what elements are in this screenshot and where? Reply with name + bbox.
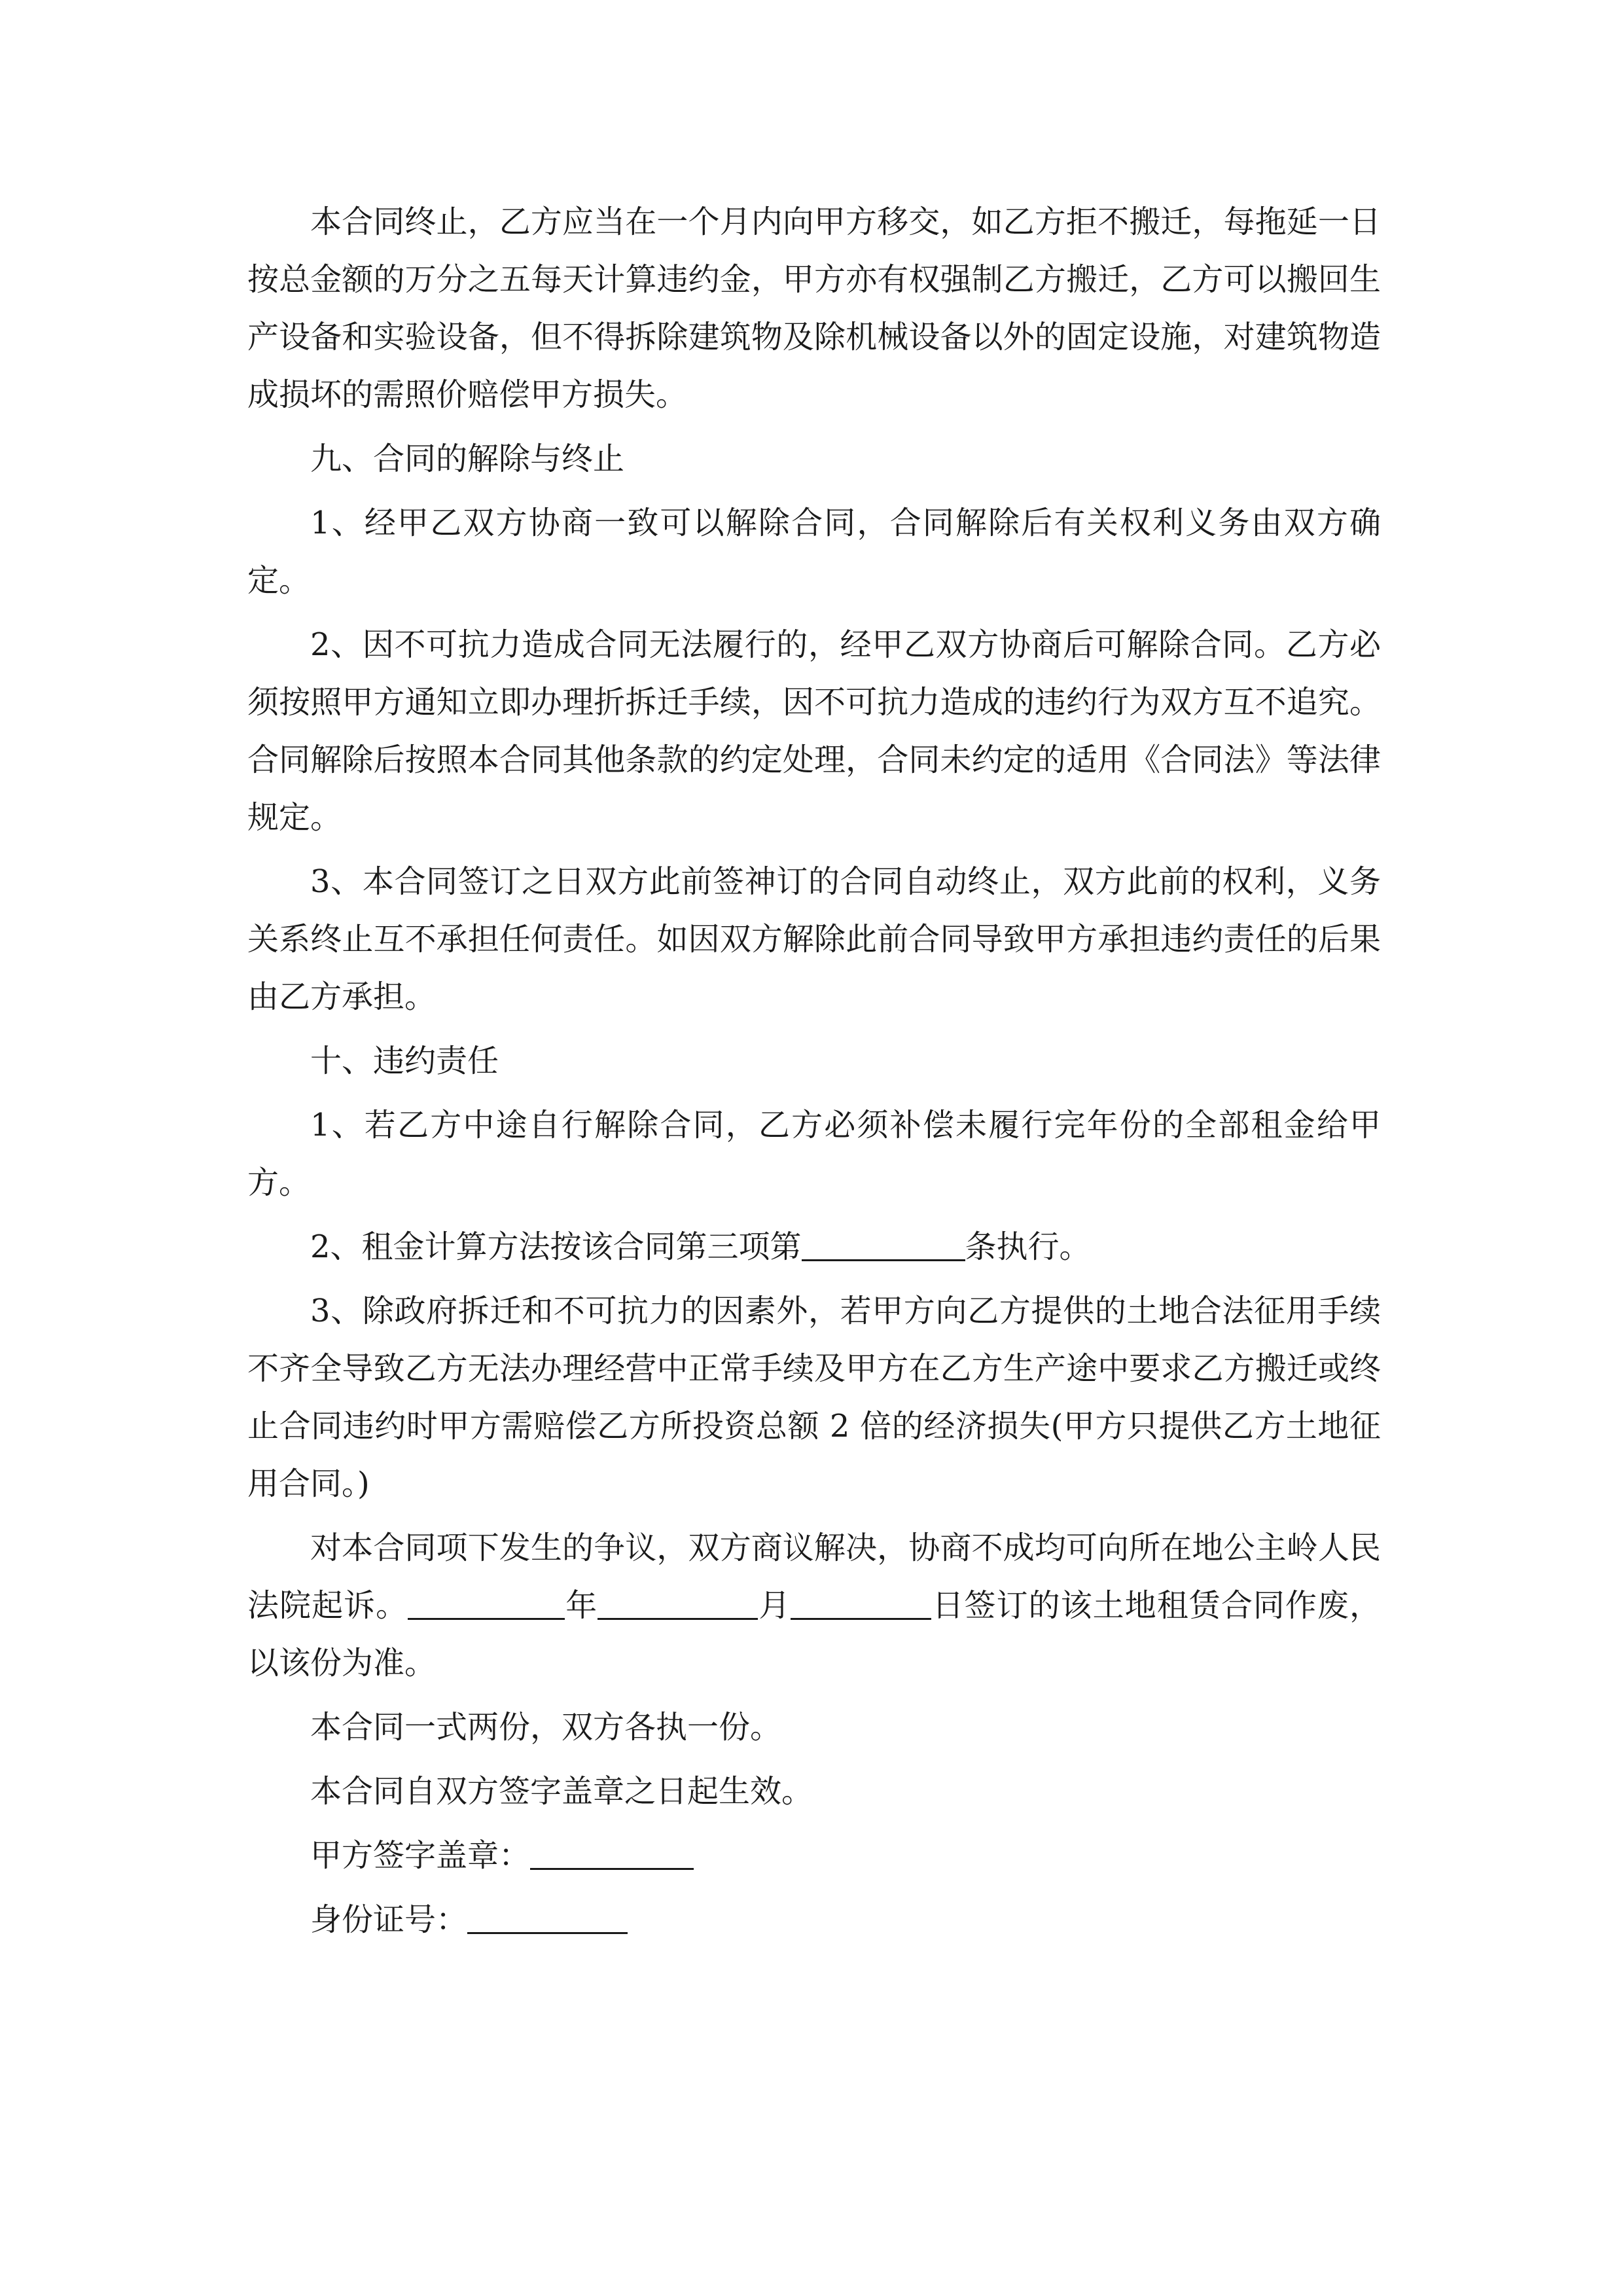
copies-paragraph: 本合同一式两份，双方各执一份。 [310, 1709, 782, 1746]
effective-paragraph: 本合同自双方签字盖章之日起生效。 [310, 1773, 813, 1810]
section-9-clause-2: 2、因不可抗力造成合同无法履行的，经甲乙双方协商后可解除合同。乙方必须按照甲方通知立即办理折拆迁手续，因不可抗力造成的违约行为双方互不追究。合同解除后按照本合同其他条款的约定处理，合同未约定的适用《合同法》等法律规定。 [247, 626, 1381, 836]
section-10-clause-2 [247, 1218, 1381, 1276]
section-10-clause-3: 3、除政府拆迁和不可抗力的因素外，若甲方向乙方提供的土地合法征用手续不齐全导致乙方无法办理经营中正常手续及甲方在乙方生产途中要求乙方搬迁或终止合同违约时甲方需赔偿乙方所投资总额 2 倍的经济损失(甲方只提供乙方土地征用合同。) [247, 1293, 1381, 1502]
section-9-clause-1: 1、经甲乙双方协商一致可以解除合同，合同解除后有关权利义务由双方确定。 [247, 505, 1381, 599]
termination-handover-paragraph: 本合同终止，乙方应当在一个月内向甲方移交，如乙方拒不搬迁，每拖延一日按总金额的万分之五每天计算违约金，甲方亦有权强制乙方搬迁，乙方可以搬回生产设备和实验设备，但不得拆除建筑物及除机械设备以外的固定设施，对建筑物造成损坏的需照价赔偿甲方损失。 [247, 204, 1381, 413]
year-blank[interactable] [408, 1584, 565, 1620]
party-a-signature-blank[interactable] [530, 1834, 694, 1870]
month-label: 月 [758, 1587, 791, 1624]
party-a-signature-label: 甲方签字盖章： [310, 1837, 531, 1874]
party-a-signature-line [247, 1827, 1381, 1884]
id-number-blank[interactable] [467, 1898, 628, 1934]
section-10-heading: 十、违约责任 [310, 1043, 499, 1079]
section-10-clause-1: 1、若乙方中途自行解除合同，乙方必须补偿未履行完年份的全部租金给甲方。 [247, 1107, 1381, 1201]
section-10-clause-2-text-b: 条执行。 [965, 1229, 1091, 1265]
day-blank[interactable] [791, 1584, 931, 1620]
section-10-clause-2-text-a: 2、租金计算方法按该合同第三项第 [310, 1229, 802, 1265]
dispute-text-a: 对本合同项下发生的争议，双方商议解决，协商不成均可向所在地公主岭人民法院起诉。 [247, 1530, 1381, 1624]
dispute-text-b: 日签订的该土地租赁合同作废，以该份为准。 [247, 1587, 1381, 1681]
dispute-paragraph [247, 1519, 1381, 1692]
section-9-heading: 九、合同的解除与终止 [310, 440, 625, 477]
year-label: 年 [565, 1587, 598, 1624]
document-body [247, 193, 1381, 1955]
id-number-line [247, 1891, 1381, 1948]
clause-number-blank[interactable] [802, 1225, 965, 1261]
section-9-clause-3: 3、本合同签订之日双方此前签神订的合同自动终止，双方此前的权利，义务关系终止互不承担任何责任。如因双方解除此前合同导致甲方承担违约责任的后果由乙方承担。 [247, 863, 1381, 1015]
month-blank[interactable] [597, 1584, 758, 1620]
id-number-label: 身份证号： [310, 1901, 468, 1938]
